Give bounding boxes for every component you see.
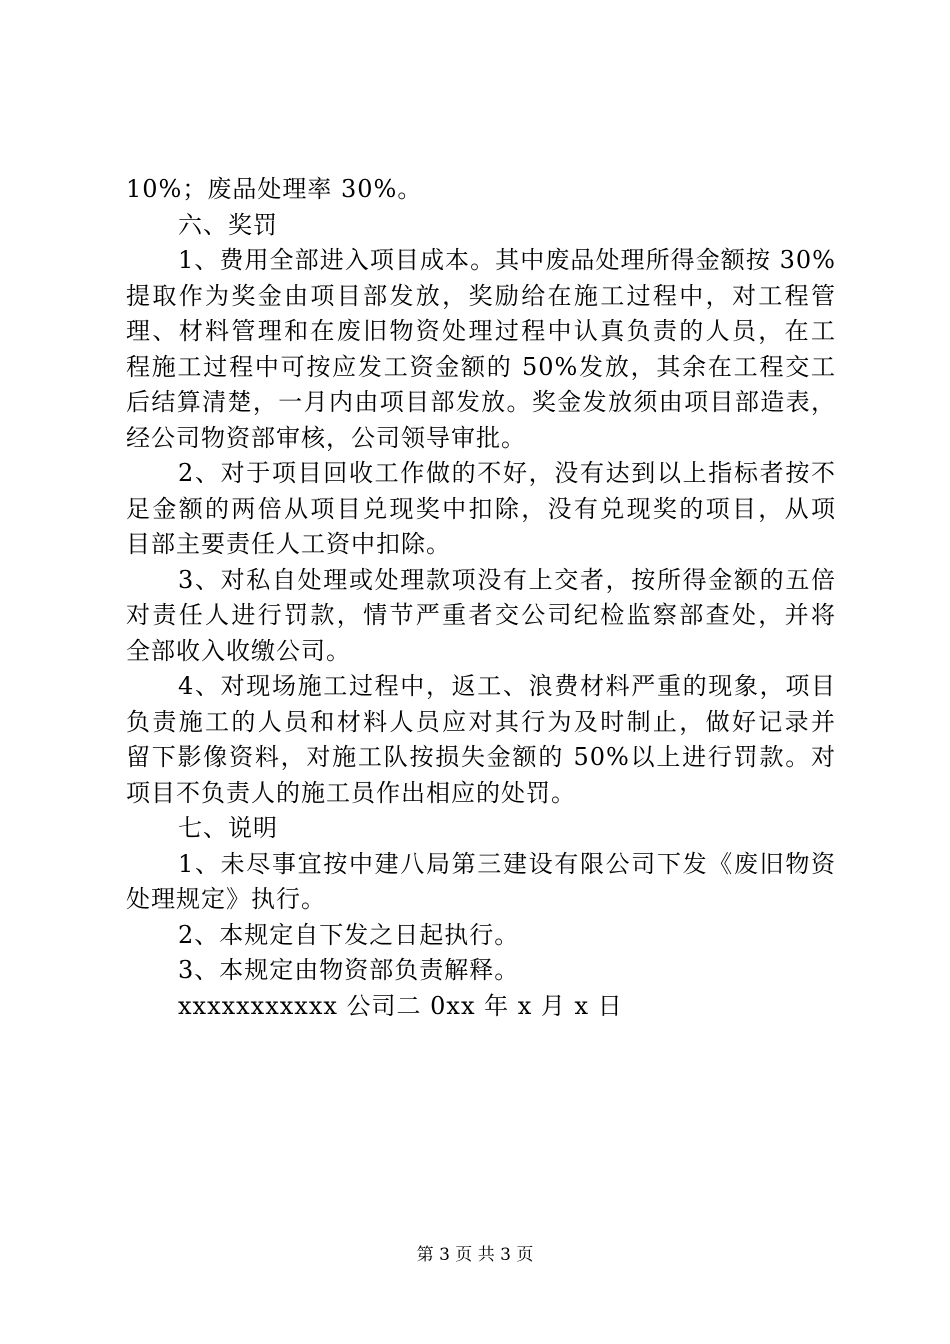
text-line: 10%；废品处理率 30%。	[126, 175, 423, 203]
text-line: 足金额的两倍从项目兑现奖中扣除，没有兑现奖的项目，从项	[126, 494, 836, 523]
text-line: 4、对现场施工过程中，返工、浪费材料严重的现象，项目	[178, 672, 836, 700]
text-line: 处理规定》执行。	[126, 885, 326, 913]
text-line: 全部收入收缴公司。	[126, 636, 351, 665]
text-line: 3、对私自处理或处理款项没有上交者，按所得金额的五倍	[178, 565, 836, 594]
text-line: 留下影像资料，对施工队按损失金额的 50%以上进行罚款。对	[126, 743, 836, 771]
page-footer	[0, 1245, 950, 1265]
text-line: 3、本规定由物资部负责解释。	[178, 956, 520, 984]
text-line: 理、材料管理和在废旧物资处理过程中认真负责的人员，在工	[126, 317, 836, 345]
text-line: 项目不负责人的施工员作出相应的处罚。	[126, 778, 576, 807]
text-line: 后结算清楚，一月内由项目部发放。奖金发放须由项目部造表，	[126, 388, 836, 416]
text-line: 提取作为奖金由项目部发放，奖励给在施工过程中，对工程管	[126, 281, 836, 310]
document-body	[126, 172, 836, 1024]
signature-date-line: xxxxxxxxxxx 公司二 0xx 年 x 月 x 日	[178, 991, 623, 1020]
text-line: 2、对于项目回收工作做的不好，没有达到以上指标者按不	[178, 459, 836, 487]
section-heading: 七、说明	[178, 814, 278, 842]
text-line: 经公司物资部审核，公司领导审批。	[126, 423, 526, 452]
text-line: 2、本规定自下发之日起执行。	[178, 920, 520, 949]
text-line: 1、费用全部进入项目成本。其中废品处理所得金额按 30%	[178, 246, 836, 274]
text-line: 对责任人进行罚款，情节严重者交公司纪检监察部查处，并将	[126, 601, 836, 629]
text-line: 负责施工的人员和材料人员应对其行为及时制止，做好记录并	[126, 707, 836, 736]
text-line: 目部主要责任人工资中扣除。	[126, 530, 451, 558]
page-number-label: 第 3 页 共 3 页	[416, 1245, 534, 1265]
text-line: 程施工过程中可按应发工资金额的 50%发放，其余在工程交工	[126, 352, 836, 381]
text-line: 1、未尽事宜按中建八局第三建设有限公司下发《废旧物资	[178, 849, 836, 878]
section-heading: 六、奖罚	[178, 210, 278, 239]
